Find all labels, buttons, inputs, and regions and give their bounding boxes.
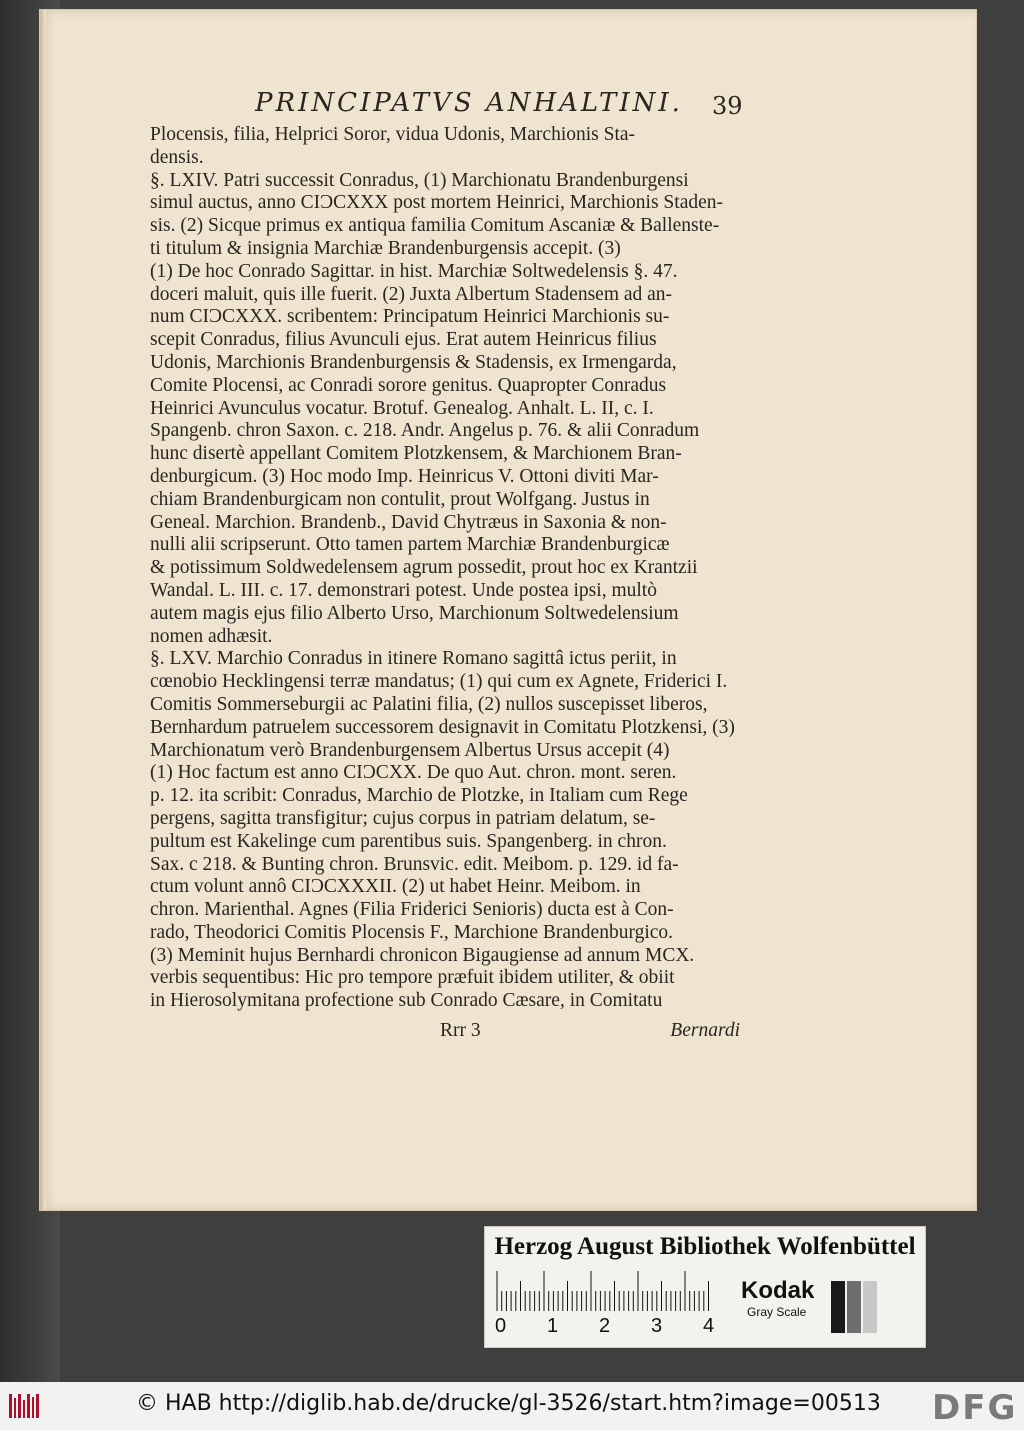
ruler-scale (495, 1271, 720, 1311)
gray-scale-label: Gray Scale (747, 1305, 807, 1319)
text-line: pergens, sagitta transfigitur; cujus corpus in patriam delatum, se- (150, 807, 656, 829)
text-line: denburgicum. (3) Hoc modo Imp. Heinricus V. Ottoni diviti Mar- (150, 465, 659, 487)
dfg-logo: DFG (932, 1388, 1018, 1428)
text-line: Plocensis, filia, Helprici Soror, vidua Udonis, Marchionis Sta- (150, 124, 636, 145)
ruler-numbers (495, 1315, 735, 1339)
kodak-brand: Kodak (741, 1277, 815, 1304)
ruler-number: 0 (495, 1315, 507, 1337)
color-calibration-target (484, 1226, 926, 1348)
text-line: chron. Marienthal. Agnes (Filia Friderici Senioris) ducta est à Con- (150, 899, 674, 921)
text-line: Comitis Sommerseburgii ac Palatini filia, (2) nullos suscepisset liberos, (150, 693, 708, 715)
signature-mark: Rrr 3 (440, 1020, 481, 1041)
text-line: Geneal. Marchion. Brandenb., David Chytræus in Saxonia & non- (150, 511, 667, 533)
text-line: in Hierosolymitana profectione sub Conrado Cæsare, in Comitatu (150, 990, 663, 1012)
text-line: (1) Hoc factum est anno CIƆCXX. De quo Aut. chron. mont. seren. (150, 762, 677, 784)
text-line: scepit Conradus, filius Avunculi ejus. Erat autem Heinricus filius (150, 329, 657, 351)
text-line: verbis sequentibus: Hic pro tempore præfuit ibidem utiliter, & obiit (150, 967, 675, 989)
text-line: & potissimum Soldwedelensem agrum possedit, prout hoc ex Krantzii (150, 557, 698, 579)
target-title: Herzog August Bibliothek Wolfenbüttel (494, 1233, 916, 1260)
text-line: Comite Plocensi, ac Conradi sorore genitus. Quapropter Conradus (150, 374, 667, 396)
text-line: Marchionatum verò Brandenburgensem Albertus Ursus accepit (4) (150, 739, 670, 761)
text-line: nomen adhæsit. (150, 625, 273, 647)
library-barcode-icon (8, 1392, 42, 1420)
text-line: rado, Theodorici Comitis Plocensis F., Marchione Brandenburgico. (150, 921, 674, 943)
text-line: autem magis ejus filio Alberto Urso, Marchionum Soltwedelensium (150, 602, 679, 624)
text-line: Spangenb. chron Saxon. c. 218. Andr. Angelus p. 76. & alii Conradum (150, 420, 700, 442)
ruler-number: 4 (703, 1315, 715, 1337)
copyright-url: © HAB http://diglib.hab.de/drucke/gl-3526/start.htm?image=00513 (136, 1391, 881, 1416)
ruler-number: 3 (651, 1315, 663, 1337)
page-footer-line (150, 1020, 740, 1044)
text-line: ti titulum & insignia Marchiæ Brandenburgensis accepit. (3) (150, 237, 621, 259)
text-line: ctum volunt annô CIƆCXXXII. (2) ut habet Heinr. Meibom. in (150, 876, 641, 898)
page-number: 39 (712, 92, 743, 120)
text-line: simul auctus, anno CIƆCXXX post mortem Heinrici, Marchionis Staden- (150, 192, 724, 214)
text-line: p. 12. ita scribit: Conradus, Marchio de Plotzke, in Italiam cum Rege (150, 785, 688, 807)
text-line: Udonis, Marchionis Brandenburgensis & Stadensis, ex Irmengarda, (150, 351, 677, 373)
text-line: Wandal. L. III. c. 17. demonstrari potest. Unde postea ipsi, multò (150, 579, 657, 601)
text-line: Sax. c 218. & Bunting chron. Brunsvic. edit. Meibom. p. 129. id fa- (150, 853, 679, 875)
text-line: nulli alii scripserunt. Otto tamen partem Marchiæ Brandenburgicæ (150, 534, 670, 556)
text-line: §. LXIV. Patri successit Conradus, (1) Marchionatu Brandenburgensi (150, 169, 689, 191)
text-line: num CIƆCXXX. scribentem: Principatum Heinrici Marchionis su- (150, 306, 670, 328)
page-body-text (150, 124, 740, 1013)
ruler-number: 1 (547, 1315, 559, 1337)
gray-swatch-mid (847, 1281, 861, 1333)
text-line: doceri maluit, quis ille fuerit. (2) Juxta Albertum Stadensem ad an- (150, 283, 673, 305)
running-head: PRINCIPATVS ANHALTINI. (255, 88, 683, 118)
text-line: chiam Brandenburgicam non contulit, prout Wolfgang. Justus in (150, 488, 650, 510)
text-line: (3) Meminit hujus Bernhardi chronicon Bigaugiense ad annum MCX. (150, 944, 695, 966)
gray-swatch-dark (831, 1281, 845, 1333)
text-line: Bernhardum patruelem successorem designavit in Comitatu Plotzkensi, (3) (150, 716, 735, 738)
catchword: Bernardi (670, 1020, 740, 1041)
text-line: §. LXV. Marchio Conradus in itinere Romano sagittâ ictus periit, in (150, 648, 677, 670)
text-line: sis. (2) Sicque primus ex antiqua familia Comitum Ascaniæ & Ballenste- (150, 215, 720, 237)
text-line: (1) De hoc Conrado Sagittar. in hist. Marchiæ Soltwedelensis §. 47. (150, 260, 678, 282)
text-line: hunc disertè appellant Comitem Plotzkensem, & Marchionem Bran- (150, 443, 682, 465)
ruler-number: 2 (599, 1315, 611, 1337)
gray-swatch-light (863, 1281, 877, 1333)
text-line: pultum est Kakelinge cum parentibus suis. Spangenberg. in chron. (150, 830, 667, 852)
page-edge (40, 10, 46, 1210)
viewer-footer (0, 1382, 1024, 1430)
text-line: cœnobio Hecklingensi terræ mandatus; (1) qui cum ex Agnete, Friderici I. (150, 671, 728, 693)
text-line: Heinrici Avunculus vocatur. Brotuf. Genealog. Anhalt. L. II, c. I. (150, 397, 654, 419)
text-line: densis. (150, 146, 204, 168)
